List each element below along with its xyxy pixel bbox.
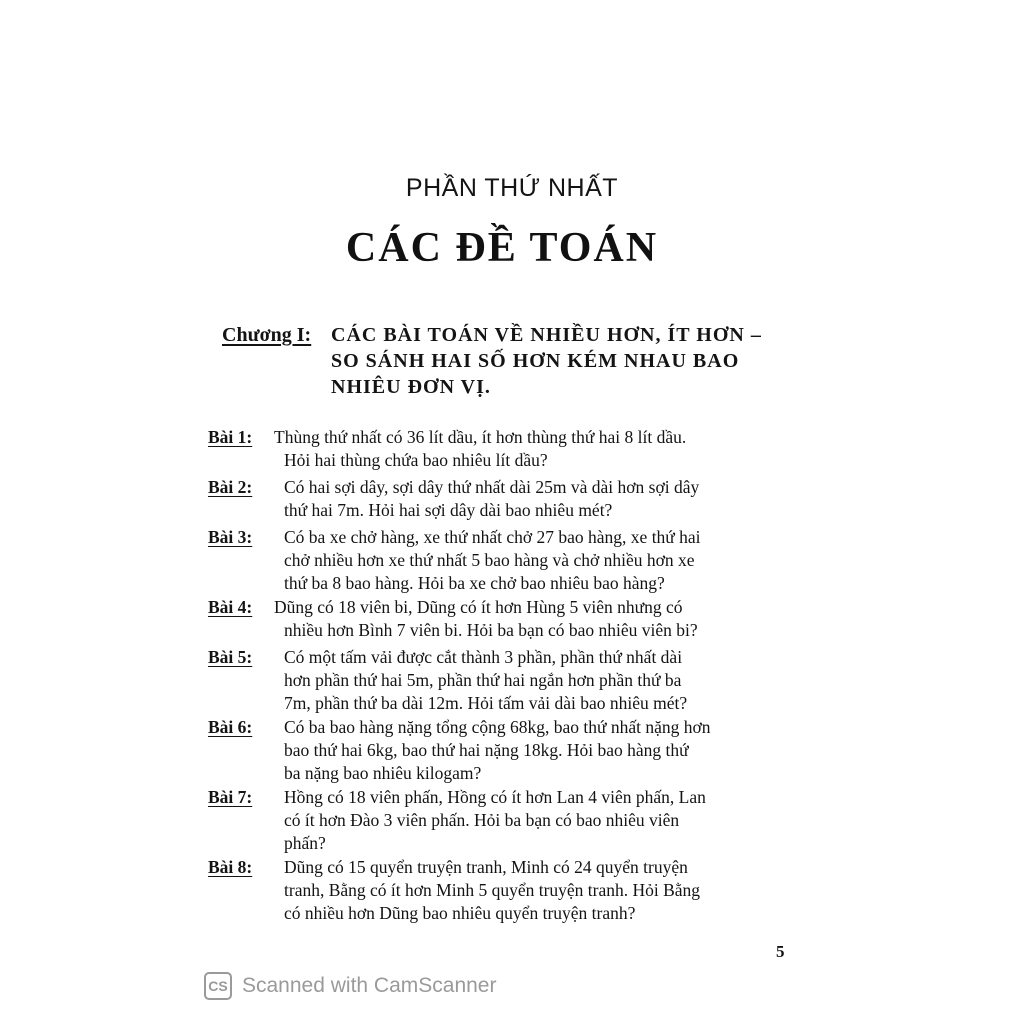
- problem-text-line: Hỏi hai thùng chứa bao nhiêu lít dầu?: [284, 450, 548, 470]
- problem-text-line: bao thứ hai 6kg, bao thứ hai nặng 18kg. Hỏi bao hàng thứ: [284, 740, 689, 760]
- problem-text-line: Có ba bao hàng nặng tổng cộng 68kg, bao thứ nhất nặng hơn: [284, 717, 711, 737]
- page-number: 5: [776, 942, 785, 961]
- problem-label: Bài 3:: [208, 527, 253, 547]
- problem-text-line: ba nặng bao nhiêu kilogam?: [284, 763, 482, 783]
- chapter-title-line: NHIÊU ĐƠN VỊ.: [331, 376, 491, 398]
- problem-label: Bài 4:: [208, 597, 253, 617]
- camscanner-watermark: [204, 970, 496, 1002]
- problem-label: Bài 7:: [208, 787, 253, 807]
- part-title: PHẦN THỨ NHẤT: [405, 174, 619, 202]
- problem-text-line: thứ ba 8 bao hàng. Hỏi ba xe chở bao nhiêu bao hàng?: [284, 573, 665, 593]
- problem-text-line: Thùng thứ nhất có 36 lít dầu, ít hơn thùng thứ hai 8 lít dầu.: [274, 427, 687, 447]
- problem-text-line: Có hai sợi dây, sợi dây thứ nhất dài 25m và dài hơn sợi dây: [284, 477, 700, 497]
- problem-text-line: có nhiều hơn Dũng bao nhiêu quyển truyện tranh?: [284, 903, 636, 923]
- main-title: CÁC ĐỀ TOÁN: [345, 225, 659, 271]
- problem-text-line: Có một tấm vải được cắt thành 3 phần, phần thứ nhất dài: [284, 647, 683, 667]
- problem-text-line: Dũng có 15 quyển truyện tranh, Minh có 24 quyển truyện: [284, 857, 688, 877]
- camscanner-logo-icon: CS: [204, 972, 232, 1000]
- watermark-text: Scanned with CamScanner: [242, 974, 497, 997]
- problem-label: Bài 2:: [208, 477, 253, 497]
- problem-label: Bài 6:: [208, 717, 253, 737]
- problem-label: Bài 1:: [208, 427, 253, 447]
- problem-text-line: nhiều hơn Bình 7 viên bi. Hỏi ba bạn có bao nhiêu viên bi?: [284, 620, 698, 640]
- problem-text-line: phấn?: [284, 833, 326, 853]
- problem-text-line: chở nhiều hơn xe thứ nhất 5 bao hàng và chở nhiều hơn xe: [284, 550, 695, 570]
- problem-label: Bài 8:: [208, 857, 253, 877]
- chapter-title-line: SO SÁNH HAI SỐ HƠN KÉM NHAU BAO: [331, 350, 740, 372]
- problem-text-line: tranh, Bằng có ít hơn Minh 5 quyển truyện tranh. Hỏi Bằng: [284, 880, 701, 900]
- problem-text-line: có ít hơn Đào 3 viên phấn. Hỏi ba bạn có bao nhiêu viên: [284, 810, 680, 830]
- problem-text-line: thứ hai 7m. Hỏi hai sợi dây dài bao nhiêu mét?: [284, 500, 613, 520]
- chapter-label: Chương I:: [222, 324, 312, 346]
- problem-text-line: Dũng có 18 viên bi, Dũng có ít hơn Hùng 5 viên nhưng có: [274, 597, 683, 617]
- problem-label: Bài 5:: [208, 647, 253, 667]
- problem-text-line: Có ba xe chở hàng, xe thứ nhất chở 27 bao hàng, xe thứ hai: [284, 527, 701, 547]
- chapter-title-line: CÁC BÀI TOÁN VỀ NHIỀU HƠN, ÍT HƠN –: [331, 324, 762, 346]
- problem-text-line: Hồng có 18 viên phấn, Hồng có ít hơn Lan 4 viên phấn, Lan: [284, 787, 706, 807]
- problem-text-line: hơn phần thứ hai 5m, phần thứ hai ngắn hơn phần thứ ba: [284, 670, 682, 690]
- problem-text-line: 7m, phần thứ ba dài 12m. Hỏi tấm vải dài bao nhiêu mét?: [284, 693, 688, 713]
